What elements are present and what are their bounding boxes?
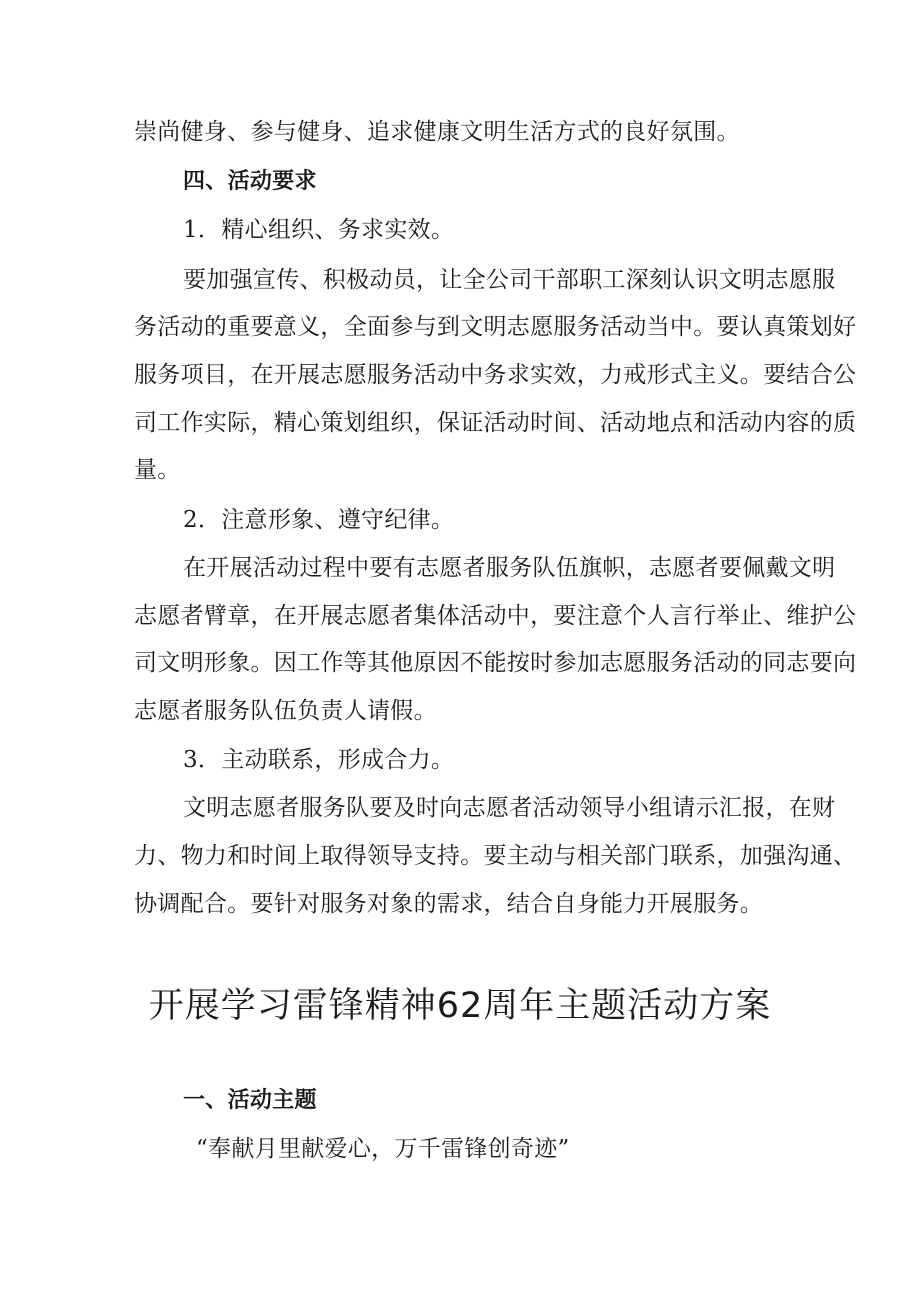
item2-line-3: 司文明形象。因工作等其他原因不能按时参加志愿服务活动的同志要向 (134, 650, 857, 676)
item-heading-3: 3．主动联系，形成合力。 (183, 747, 455, 773)
item1-line-5: 量。 (134, 457, 181, 483)
item1-line-1: 要加强宣传、积极动员，让全公司干部职工深刻认识文明志愿服 (183, 267, 836, 293)
item1-line-3: 服务项目，在开展志愿服务活动中务求实效，力戒形式主义。要结合公 (134, 362, 857, 388)
item2-line-4: 志愿者服务队伍负责人请假。 (134, 698, 437, 724)
item3-line-3: 协调配合。要针对服务对象的需求，结合自身能力开展服务。 (134, 891, 764, 917)
section-heading-theme: 一、活动主题 (183, 1088, 317, 1113)
document-title: 开展学习雷锋精神62周年主题活动方案 (148, 986, 772, 1026)
item2-line-2: 志愿者臂章，在开展志愿者集体活动中，要注意个人言行举止、维护公 (134, 603, 857, 629)
item3-line-1: 文明志愿者服务队要及时向志愿者活动领导小组请示汇报，在财 (183, 795, 836, 821)
item3-line-2: 力、物力和时间上取得领导支持。要主动与相关部门联系，加强沟通、 (134, 843, 857, 869)
section-heading-requirements: 四、活动要求 (183, 169, 317, 194)
item1-line-2: 务活动的重要意义，全面参与到文明志愿服务活动当中。要认真策划好 (134, 314, 857, 340)
paragraph-intro-tail: 崇尚健身、参与健身、追求健康文明生活方式的良好氛围。 (134, 119, 740, 145)
item2-line-1: 在开展活动过程中要有志愿者服务队伍旗帜，志愿者要佩戴文明 (183, 555, 836, 581)
item1-line-4: 司工作实际，精心策划组织，保证活动时间、活动地点和活动内容的质 (134, 410, 857, 436)
theme-quote: “奉献月里献爱心，万千雷锋创奇迹” (196, 1136, 570, 1162)
item-heading-1: 1．精心组织、务求实效。 (183, 217, 455, 243)
item-heading-2: 2．注意形象、遵守纪律。 (183, 507, 455, 533)
